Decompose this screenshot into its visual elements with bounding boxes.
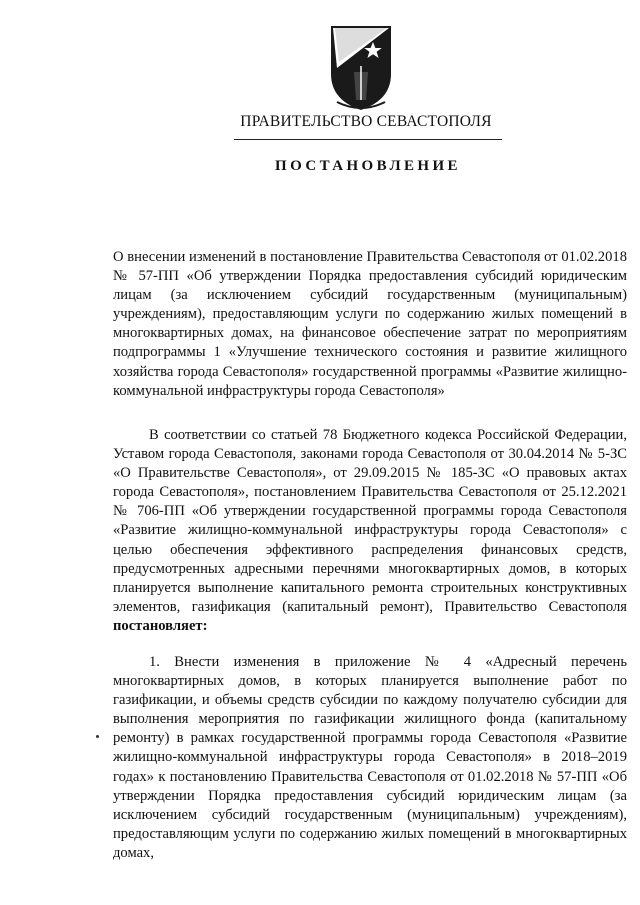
resolution-title: О внесении изменений в постановление Правительства Севастополя от 01.02.2018 № 57-ПП «Об утверждении Порядка предоставления субсидий юридическим лицам (за исключением субсидий государственным (муниципальным) учреждениям), предоставляющим услуги по содержанию жилых помещений в многоквартирных домах, на финансовое обеспечение затрат по мероприятиям подпрограммы 1 «Улучшение технического состояния и развитие жилищного хозяйства города Севастополя» государственной программы «Развитие жилищно-коммунальной инфраструктуры города Севастополя» xyxy=(113,249,627,399)
legal-basis-paragraph xyxy=(113,426,627,636)
header-divider xyxy=(234,139,502,140)
resolves-word: постановляет: xyxy=(113,617,208,634)
margin-mark xyxy=(96,735,99,738)
legal-basis-text: В соответствии со статьей 78 Бюджетного кодекса Российской Федерации, Уставом города Севастополя, законами города Севастополя от 30.04.2014 № 5-ЗС «О Правительстве Севастополя», от 29.09.2015 № 185-ЗС «О правовых актах города Севастополя», постановлением Правительства Севастополя от 25.12.2021 № 706-ПП «Об утверждении государственной программы города Севастополя «Развитие жилищно-коммунальной инфраструктуры города Севастополя» с целью обеспечения эффективного распределения финансовых средств, предусмотренных адресными перечнями многоквартирных домов, в которых планируется выполнение капитального ремонта строительных конструктивных элементов, газификация (капитальный ремонт), Правительство Севастополя xyxy=(113,427,627,615)
sevastopol-coat-of-arms-icon xyxy=(327,22,395,112)
document-type: ПОСТАНОВЛЕНИЕ xyxy=(275,158,461,174)
item-1-paragraph: 1. Внести изменения в приложение № 4 «Адресный перечень многоквартирных домов, в которых планируется выполнение работ по газификации, и объемы средств субсидии по каждому получателю субсидии для выполнения мероприятия по газификации жилищного фонда (капитальному ремонту) в рамках государственной программы города Севастополя «Развитие жилищно-коммунальной инфраструктуры города Севастополя» в 2018–2019 годах» к постановлению Правительства Севастополя от 01.02.2018 № 57-ПП «Об утверждении Порядка предоставления субсидий юридическим лицам (за исключением субсидий государственным (муниципальным) учреждениям), предоставляющим услуги по содержанию жилых помещений в многоквартирных домах, xyxy=(113,654,627,861)
government-name: ПРАВИТЕЛЬСТВО СЕВАСТОПОЛЯ xyxy=(240,113,492,130)
